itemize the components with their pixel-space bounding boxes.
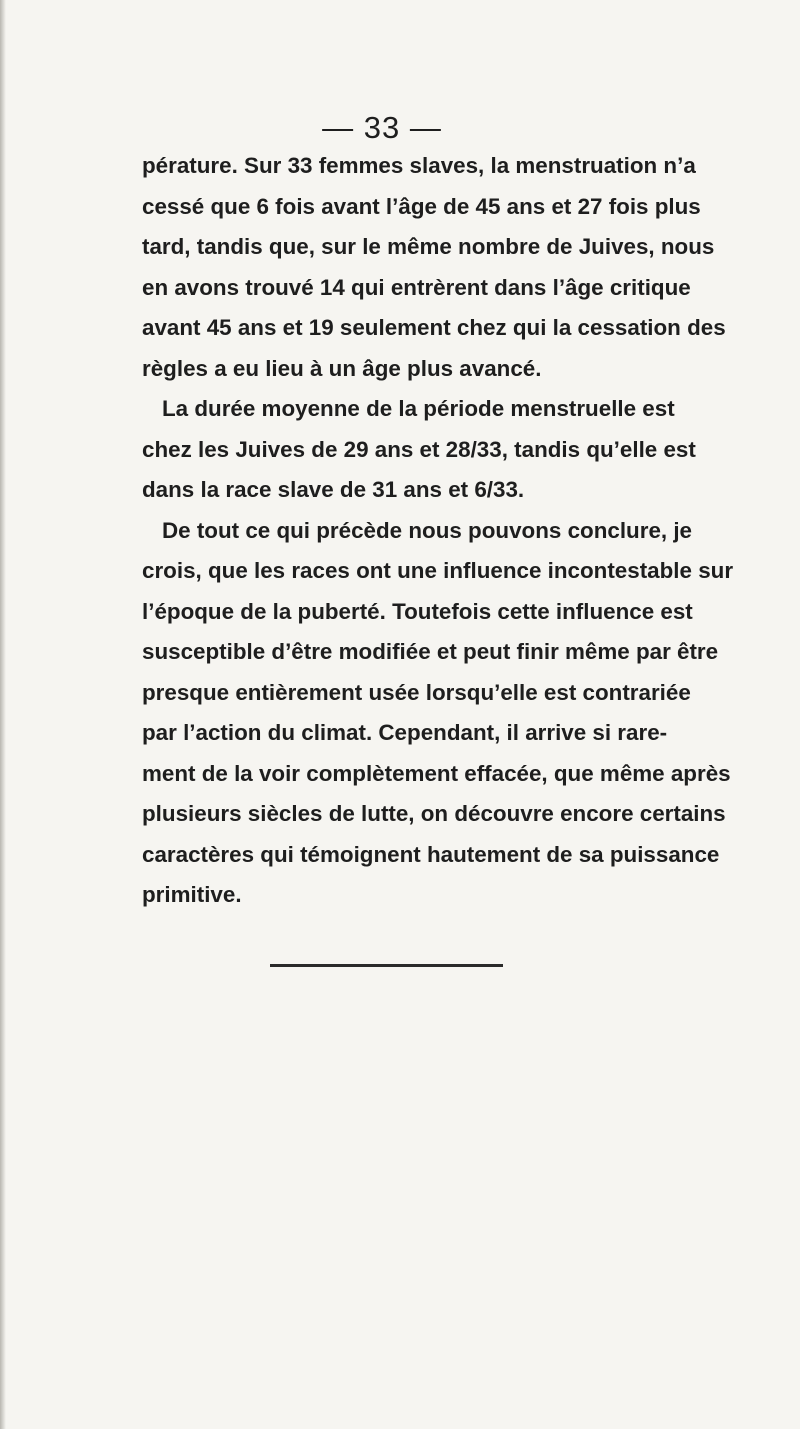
text-line: par l’action du climat. Cependant, il arrive si rare- bbox=[142, 720, 668, 745]
text-line: en avons trouvé 14 qui entrèrent dans l’âge critique bbox=[142, 274, 691, 300]
page-edge-shadow bbox=[0, 0, 6, 1429]
text-line: l’époque de la puberté. Toutefois cette influence est bbox=[142, 598, 693, 624]
text-line: plusieurs siècles de lutte, on découvre encore certains bbox=[142, 801, 726, 826]
page-number: — 33 — bbox=[322, 110, 442, 145]
end-rule bbox=[270, 964, 503, 967]
text-line: avant 45 ans et 19 seulement chez qui la cessation des bbox=[142, 315, 726, 340]
text-line: crois, que les races ont une influence incontestable sur bbox=[142, 558, 734, 583]
text-line: pérature. Sur 33 femmes slaves, la menstruation n’a bbox=[142, 153, 696, 178]
text-line: dans la race slave de 31 ans et 6/33. bbox=[142, 477, 525, 502]
page-header bbox=[0, 110, 800, 146]
text-line: De tout ce qui précède nous pouvons conclure, je bbox=[162, 517, 693, 543]
body-text bbox=[142, 146, 734, 916]
text-line: presque entièrement usée lorsqu’elle est contrariée bbox=[142, 679, 691, 705]
text-line: chez les Juives de 29 ans et 28/33, tandis qu’elle est bbox=[142, 436, 696, 462]
text-line: ment de la voir complètement effacée, que même après bbox=[142, 760, 731, 786]
text-line: caractères qui témoignent hautement de sa puissance bbox=[142, 841, 720, 867]
text-line: La durée moyenne de la période menstruelle est bbox=[162, 396, 675, 421]
text-line: susceptible d’être modifiée et peut finir même par être bbox=[142, 639, 719, 664]
text-line: règles a eu lieu à un âge plus avancé. bbox=[142, 355, 542, 381]
text-line: cessé que 6 fois avant l’âge de 45 ans et 27 fois plus bbox=[142, 193, 701, 219]
text-line: primitive. bbox=[142, 882, 242, 907]
text-line: tard, tandis que, sur le même nombre de Juives, nous bbox=[142, 234, 715, 259]
